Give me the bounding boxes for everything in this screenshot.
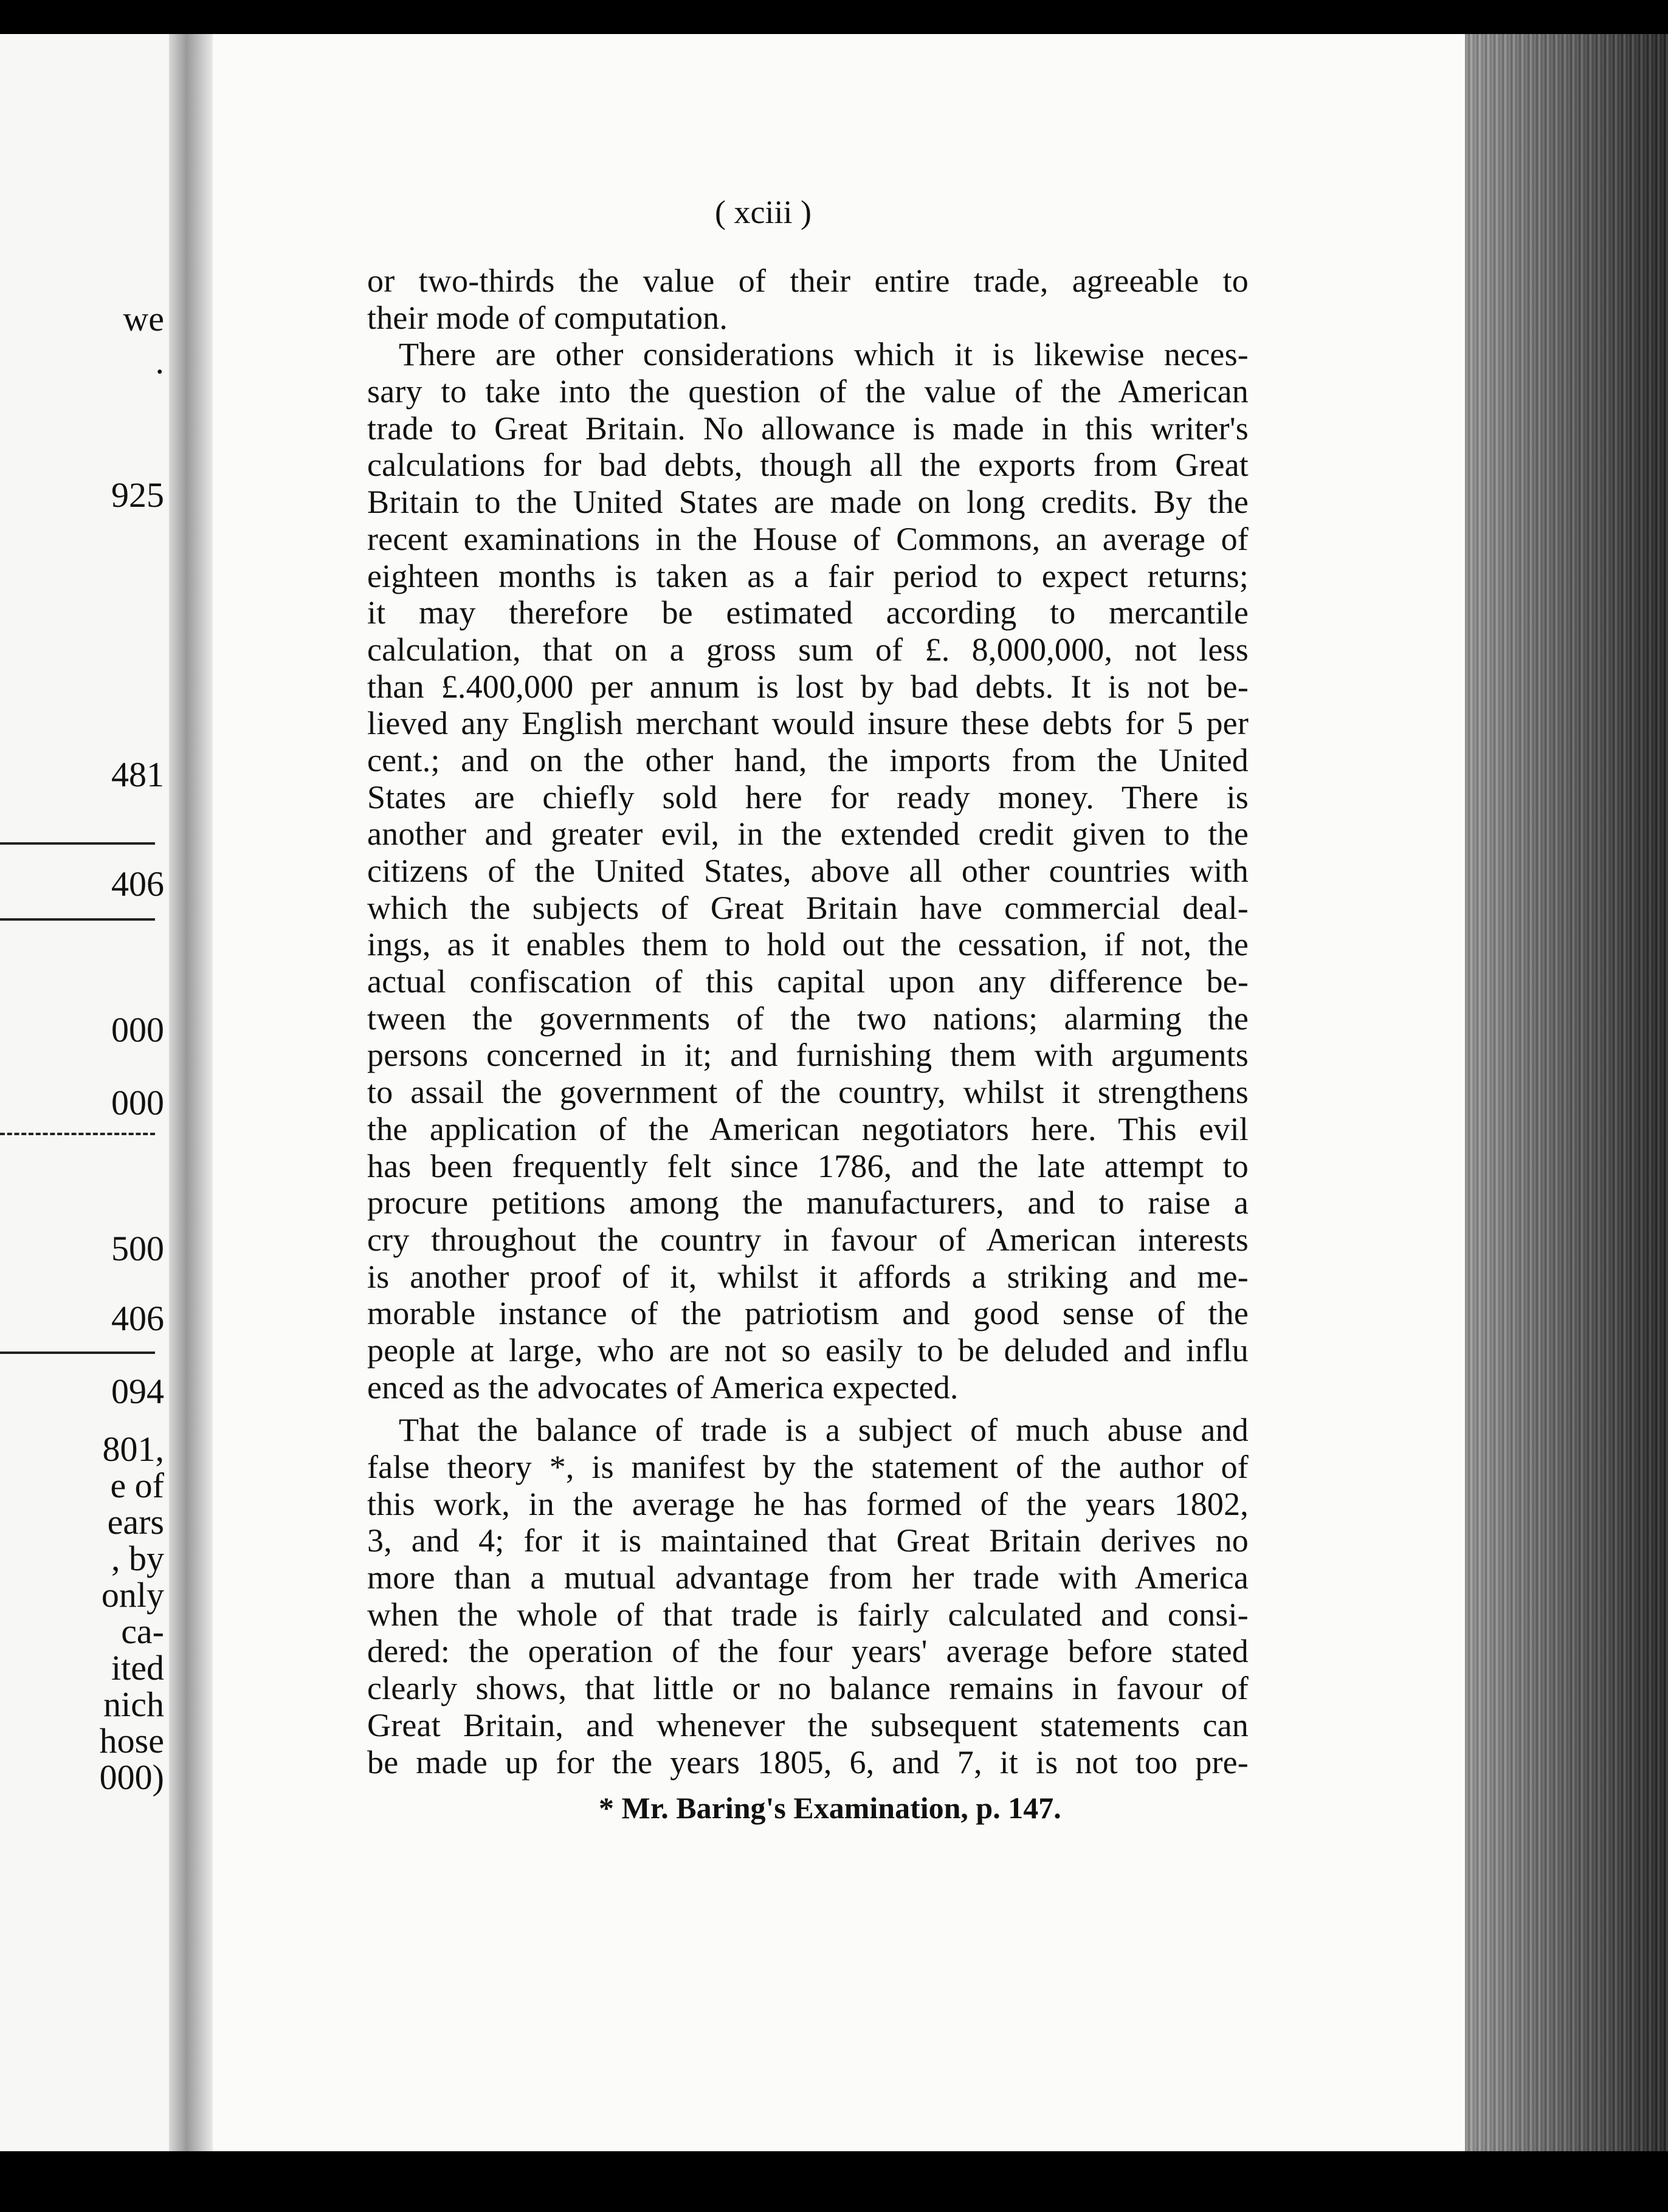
text-line: calculation, that on a gross sum of £. 8,000,000, not less	[367, 631, 1249, 668]
text-line: cry throughout the country in favour of American interests	[367, 1221, 1249, 1258]
text-line: lieved any English merchant would insure these debts for 5 per	[367, 705, 1249, 742]
text-line: trade to Great Britain. No allowance is made in this writer's	[367, 410, 1249, 447]
left-fragment: 094	[111, 1372, 164, 1411]
text-line: 3, and 4; for it is maintained that Great Britain derives no	[367, 1522, 1249, 1559]
facing-page-fragment	[0, 34, 169, 2151]
left-fragment: e of	[110, 1466, 164, 1505]
text-line: enced as the advocates of America expected.	[367, 1369, 959, 1406]
left-fragment: 000)	[99, 1757, 164, 1797]
running-head: ( xciii )	[715, 194, 812, 230]
left-fragment: 925	[111, 475, 164, 515]
left-fragment: 000	[111, 1010, 164, 1049]
text-line: dered: the operation of the four years' average before stated	[367, 1633, 1249, 1670]
book-gutter	[169, 34, 213, 2151]
text-line: Great Britain, and whenever the subsequent statements can	[367, 1706, 1249, 1743]
left-fragment: hose	[99, 1721, 164, 1760]
left-fragment: .	[155, 342, 164, 381]
text-line: it may therefore be estimated according to mercantile	[367, 594, 1249, 631]
text-line: the application of the American negotiators here. This evil	[367, 1110, 1249, 1147]
text-line: There are other considerations which it is likewise neces-	[399, 336, 1249, 373]
left-fragment: 500	[111, 1229, 164, 1268]
left-fragment: ca-	[121, 1612, 164, 1651]
paragraph-gap	[367, 1406, 1249, 1412]
text-line: morable instance of the patriotism and good sense of the	[367, 1295, 1249, 1332]
left-fragment: 406	[111, 1299, 164, 1338]
text-line: actual confiscation of this capital upon any difference be-	[367, 963, 1249, 1000]
text-line: false theory *, is manifest by the statement of the author of	[367, 1449, 1249, 1485]
page-edges-shade	[1465, 34, 1668, 2151]
text-line: ings, as it enables them to hold out the cessation, if not, the	[367, 926, 1249, 963]
text-line: to assail the government of the country, whilst it strengthens	[367, 1074, 1249, 1111]
left-fragment: , by	[111, 1539, 164, 1578]
text-line: has been frequently felt since 1786, and the late attempt to	[367, 1147, 1249, 1184]
text-line: calculations for bad debts, though all the exports from Great	[367, 447, 1249, 484]
left-fragment: 481	[111, 755, 164, 794]
text-line: is another proof of it, whilst it affords a striking and me-	[367, 1258, 1249, 1295]
left-fragment: only	[101, 1575, 164, 1615]
text-line: another and greater evil, in the extended credit given to the	[367, 816, 1249, 853]
text-line: more than a mutual advantage from her trade with America	[367, 1559, 1249, 1596]
text-line: eighteen months is taken as a fair period to expect returns;	[367, 557, 1249, 594]
left-rule	[0, 1352, 155, 1354]
text-line: citizens of the United States, above all other countries with	[367, 853, 1249, 889]
text-line: procure petitions among the manufacturers, and to raise a	[367, 1184, 1249, 1221]
text-line: That the balance of trade is a subject of much abuse and	[399, 1412, 1249, 1449]
text-line: States are chiefly sold here for ready money. There is	[367, 778, 1249, 816]
text-line: their mode of computation.	[367, 299, 728, 336]
body-text	[367, 263, 1249, 1781]
text-line: people at large, who are not so easily to be deluded and influ	[367, 1331, 1249, 1369]
text-line: than £.400,000 per annum is lost by bad debts. It is not be-	[367, 668, 1249, 705]
left-fragment: nich	[103, 1685, 164, 1724]
left-fragment: 406	[111, 864, 164, 904]
text-line: persons concerned in it; and furnishing them with arguments	[367, 1037, 1249, 1074]
left-fragment: ited	[111, 1648, 164, 1688]
text-line: sary to take into the question of the value of the American	[367, 373, 1249, 410]
text-line: recent examinations in the House of Commons, an average of	[367, 520, 1249, 557]
left-rule	[0, 842, 155, 845]
text-line: cent.; and on the other hand, the imports from the United	[367, 741, 1249, 778]
footnote: * Mr. Baring's Examination, p. 147.	[599, 1791, 1061, 1825]
text-line: tween the governments of the two nations; alarming the	[367, 1000, 1249, 1037]
left-rule	[0, 918, 155, 921]
text-line: this work, in the average he has formed of the years 1802,	[367, 1485, 1249, 1522]
left-fragment: 000	[111, 1083, 164, 1122]
text-line: be made up for the years 1805, 6, and 7, it is not too pre-	[367, 1743, 1249, 1781]
text-line: clearly shows, that little or no balance remains in favour of	[367, 1670, 1249, 1707]
left-fragment: we	[123, 299, 164, 338]
text-line: Britain to the United States are made on long credits. By the	[367, 484, 1249, 521]
text-line: when the whole of that trade is fairly calculated and consi-	[367, 1596, 1249, 1633]
left-fragment: 801,	[102, 1429, 164, 1469]
left-fragment: ears	[107, 1502, 164, 1542]
text-line: or two-thirds the value of their entire trade, agreeable to	[367, 263, 1249, 299]
left-rule	[0, 1133, 155, 1135]
text-line: which the subjects of Great Britain have commercial deal-	[367, 889, 1249, 926]
